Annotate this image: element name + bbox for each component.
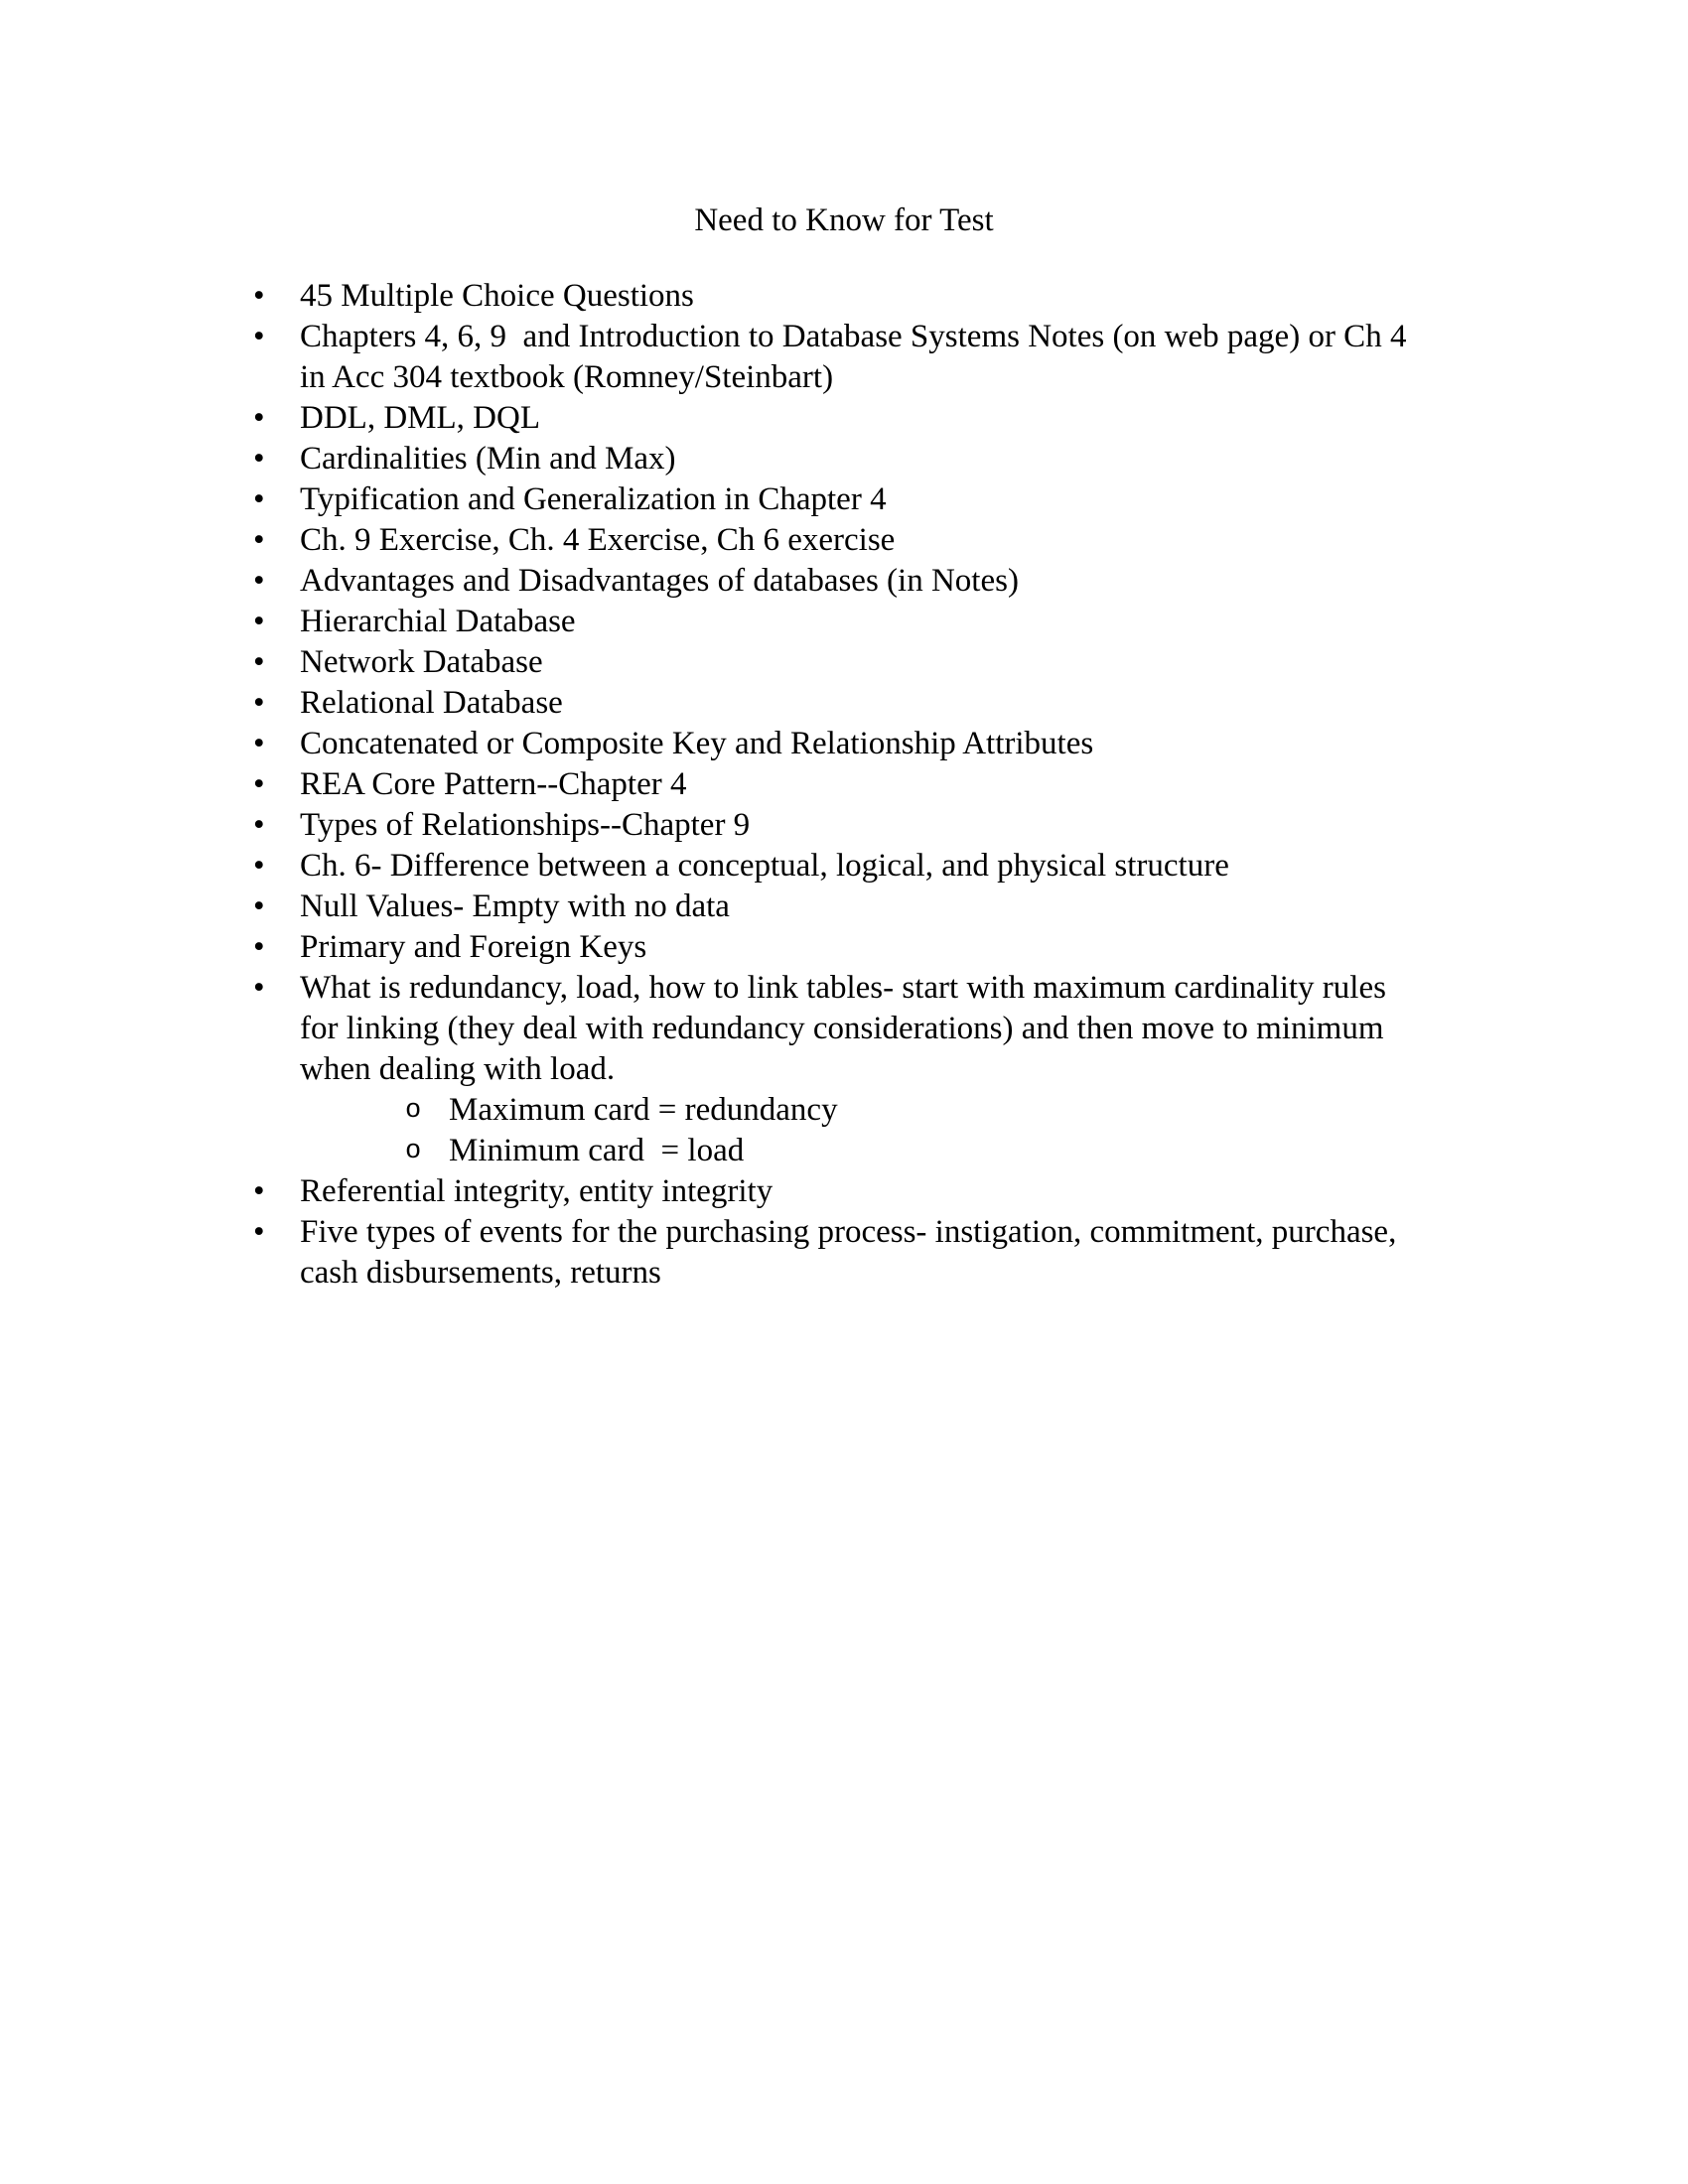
item-text: Ch. 9 Exercise, Ch. 4 Exercise, Ch 6 exercise: [300, 522, 896, 558]
list-item: [251, 602, 1428, 642]
item-text: Advantages and Disadvantages of databases (in Notes): [300, 563, 1019, 599]
item-text: Concatenated or Composite Key and Relationship Attributes: [300, 726, 1094, 761]
list-item: [251, 276, 1428, 317]
item-text: 45 Multiple Choice Questions: [300, 278, 694, 314]
item-text: Cardinalities (Min and Max): [300, 441, 676, 477]
list-item: [251, 479, 1428, 520]
item-text: Primary and Foreign Keys: [300, 929, 647, 965]
list-item: [251, 642, 1428, 683]
list-item: [251, 724, 1428, 764]
item-text: Hierarchial Database: [300, 604, 576, 639]
list-item: [251, 927, 1428, 968]
item-text: Null Values- Empty with no data: [300, 888, 730, 924]
list-item: [251, 805, 1428, 846]
list-item: [251, 887, 1428, 927]
list-item: [251, 764, 1428, 805]
item-text: Referential integrity, entity integrity: [300, 1173, 774, 1209]
item-text: Chapters 4, 6, 9 and Introduction to Database Systems Notes (on web page) or Ch 4 in Acc 304 textbook (Romney/Steinbart): [300, 319, 1415, 395]
list-item: [251, 846, 1428, 887]
item-text: REA Core Pattern--Chapter 4: [300, 766, 687, 802]
bullet-list: [251, 276, 1428, 1294]
item-text: Types of Relationships--Chapter 9: [300, 807, 751, 843]
item-text: What is redundancy, load, how to link tables- start with maximum cardinality rules for linking (they deal with redundancy considerations) and then move to minimum when dealing with load.: [300, 970, 1395, 1087]
item-text: Typification and Generalization in Chapter 4: [300, 481, 887, 517]
item-text: Network Database: [300, 644, 543, 680]
sub-list-item: [405, 1090, 1428, 1131]
item-text: Five types of events for the purchasing process- instigation, commitment, purchase, cash disbursements, returns: [300, 1214, 1405, 1291]
document-title: Need to Know for Test: [694, 203, 994, 238]
sub-list: [405, 1090, 1428, 1171]
item-text: Relational Database: [300, 685, 563, 721]
list-item: [251, 1212, 1428, 1294]
sub-item-text: Maximum card = redundancy: [449, 1092, 838, 1128]
list-item: [251, 683, 1428, 724]
item-text: DDL, DML, DQL: [300, 400, 540, 436]
list-item: [251, 398, 1428, 439]
list-item: [251, 520, 1428, 561]
list-item: [251, 561, 1428, 602]
sub-item-text: Minimum card = load: [449, 1133, 745, 1168]
list-item: [251, 968, 1428, 1171]
list-item: [251, 1171, 1428, 1212]
item-text: Ch. 6- Difference between a conceptual, logical, and physical structure: [300, 848, 1229, 884]
list-item: [251, 439, 1428, 479]
list-item: [251, 317, 1428, 398]
sub-list-item: [405, 1131, 1428, 1171]
